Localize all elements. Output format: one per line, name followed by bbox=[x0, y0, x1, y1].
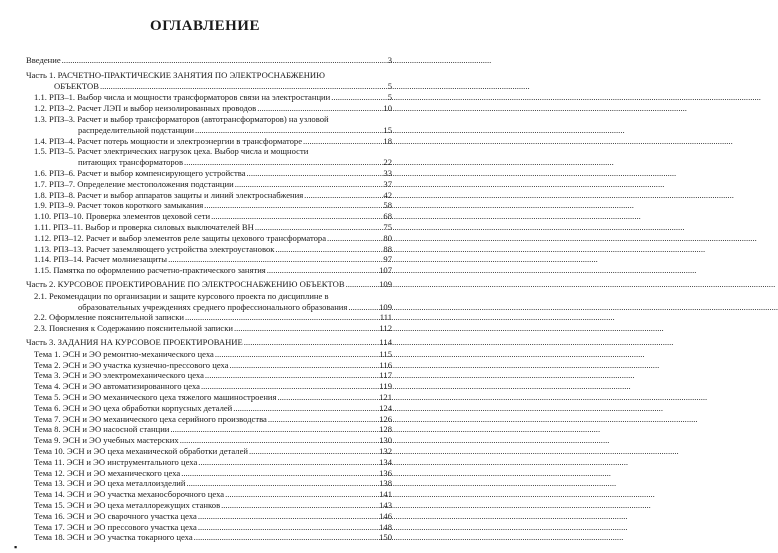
toc-page-number: 10 bbox=[383, 103, 392, 114]
toc-entry-title: 1.14. РПЗ–14. Расчет молниезащиты bbox=[34, 254, 168, 265]
dot-leader bbox=[235, 179, 383, 189]
toc-page-number: 119 bbox=[379, 381, 392, 392]
toc-entry-title: Тема 18. ЭСН и ЭО участка токарного цеха bbox=[34, 532, 193, 543]
dot-leader bbox=[215, 349, 379, 359]
toc-page-number: 5 bbox=[387, 92, 392, 103]
toc-entry-title: 2.2. Оформление пояснительной записки bbox=[34, 312, 184, 323]
toc-entry-title: Введение bbox=[26, 55, 61, 65]
toc-page-number: 141 bbox=[379, 489, 392, 500]
dot-leader bbox=[62, 55, 387, 65]
dot-leader bbox=[225, 489, 378, 499]
toc-page-number: 3 bbox=[387, 55, 392, 65]
dot-leader bbox=[267, 265, 378, 275]
toc-entry-title: 1.4. РПЗ–4. Расчет потерь мощности и электроэнергии в трансформаторе bbox=[34, 135, 303, 146]
toc-page-number: 150 bbox=[379, 532, 392, 543]
toc-page-number: 138 bbox=[379, 478, 392, 489]
toc-entry-title: 1.8. РПЗ–8. Расчет и выбор аппаратов защиты и линий электроснабжения bbox=[34, 189, 304, 200]
toc-entry-title: Тема 15. ЭСН и ЭО цеха металлорежущих станков bbox=[34, 500, 221, 510]
dot-leader bbox=[277, 392, 378, 402]
dot-leader bbox=[170, 424, 378, 434]
dot-leader bbox=[257, 103, 382, 113]
toc-entry-title: 2.3. Пояснения к Содержанию пояснительной записки bbox=[34, 323, 233, 334]
dot-leader bbox=[249, 446, 378, 456]
toc-entry-title: Тема 6. ЭСН и ЭО цеха обработки корпусных деталей bbox=[34, 402, 233, 413]
dot-leader bbox=[186, 478, 378, 488]
toc-entry-title: 1.12. РПЗ–12. Расчет и выбор элементов реле защиты цехового трансформатора bbox=[34, 232, 327, 243]
dot-leader bbox=[275, 244, 382, 254]
toc-entry-title: Тема 8. ЭСН и ЭО насосной станции bbox=[34, 424, 170, 435]
toc-entry-title: 1.3. РПЗ–3. Расчет и выбор трансформаторов (автотрансформаторов) на узловой bbox=[34, 114, 329, 124]
dot-leader bbox=[221, 500, 378, 510]
toc-entry-title: 2.1. Рекомендации по организации и защите курсового проекта по дисциплине в bbox=[34, 290, 329, 301]
dot-leader bbox=[303, 136, 382, 146]
toc-page-number: 107 bbox=[379, 265, 392, 276]
toc-entry-title: Тема 12. ЭСН и ЭО механического цеха bbox=[34, 467, 181, 478]
dot-leader bbox=[100, 81, 387, 91]
toc-page-number: 148 bbox=[379, 521, 392, 532]
toc-page-number: 117 bbox=[379, 370, 392, 381]
dot-leader bbox=[268, 414, 378, 424]
toc-page-number: 88 bbox=[383, 243, 392, 254]
toc-entry-title: Тема 9. ЭСН и ЭО учебных мастерских bbox=[34, 435, 179, 446]
dot-leader bbox=[198, 511, 378, 521]
toc-page-number: 134 bbox=[379, 456, 392, 467]
toc-entry-title: Тема 10. ЭСН и ЭО цеха механической обработки деталей bbox=[34, 446, 248, 456]
dot-leader bbox=[233, 403, 378, 413]
toc-entry-title: 1.5. РПЗ–5. Расчет электрических нагрузок цеха. Выбор числа и мощности bbox=[34, 146, 309, 157]
toc-entry-title: Тема 11. ЭСН и ЭО инструментального цеха bbox=[34, 456, 198, 467]
toc-entry-title: Тема 2. ЭСН и ЭО участка кузнечно-прессового цеха bbox=[34, 359, 229, 370]
toc-page-number: 111 bbox=[379, 312, 392, 323]
toc-entry-title: 1.13. РПЗ–13. Расчет заземляющего устройства электроустановок bbox=[34, 243, 275, 254]
toc-page-number: 116 bbox=[379, 359, 392, 370]
toc-page-number: 121 bbox=[379, 392, 392, 402]
dot-leader bbox=[181, 468, 378, 478]
toc-entry-title: 1.11. РПЗ–11. Выбор и проверка силовых выключателей ВН bbox=[34, 222, 254, 232]
toc-entry-title: Тема 1. ЭСН и ЭО ремонтно-механического цеха bbox=[34, 348, 214, 359]
toc-entry-title: 1.9. РПЗ–9. Расчет токов короткого замыкания bbox=[34, 200, 204, 211]
toc-entry-title: Часть 1. РАСЧЕТНО-ПРАКТИЧЕСКИЕ ЗАНЯТИЯ ПО ЭЛЕКТРОСНАБЖЕНИЮ bbox=[26, 69, 325, 80]
toc-page-number: 126 bbox=[379, 413, 392, 424]
toc-entry-title-continued: ОБЪЕКТОВ bbox=[54, 80, 99, 91]
dot-leader bbox=[195, 125, 382, 135]
dot-leader bbox=[230, 360, 379, 370]
toc-page-number: 80 bbox=[383, 232, 392, 243]
toc-entry-title: Часть 3. ЗАДАНИЯ НА КУРСОВОЕ ПРОЕКТИРОВАНИЕ bbox=[26, 337, 243, 347]
toc-entry-title: 1.1. РПЗ–1. Выбор числа и мощности трансформаторов связи на электростанции bbox=[34, 92, 331, 103]
toc-page-number: 33 bbox=[383, 168, 392, 178]
dot-leader bbox=[198, 522, 378, 532]
dot-leader bbox=[180, 435, 378, 445]
dot-leader bbox=[304, 190, 382, 200]
dot-leader bbox=[205, 370, 379, 380]
toc-page-number: 132 bbox=[379, 446, 392, 456]
toc-page-number: 97 bbox=[383, 254, 392, 265]
toc-page-number: 5 bbox=[387, 80, 392, 91]
page-corner-mark: ▪ bbox=[14, 542, 18, 552]
toc-entry-title: Тема 4. ЭСН и ЭО автоматизированного цеха bbox=[34, 381, 200, 392]
toc-page-number: 136 bbox=[379, 467, 392, 478]
toc-entry-title: Тема 16. ЭСН и ЭО сварочного участка цеха bbox=[34, 510, 197, 521]
dot-leader bbox=[244, 337, 379, 347]
toc-entry-title: 1.15. Памятка по оформлению расчетно-практического занятия bbox=[34, 265, 266, 276]
dot-leader bbox=[255, 222, 383, 232]
dot-leader bbox=[211, 211, 382, 221]
toc-page-number: 128 bbox=[379, 424, 392, 435]
toc-entry-title: 1.2. РПЗ–2. Расчет ЛЭП и выбор неизолированных проводов bbox=[34, 103, 257, 114]
toc-entry-title-continued: питающих трансформаторов bbox=[78, 157, 184, 168]
toc-page-number: 114 bbox=[379, 337, 392, 347]
dot-leader bbox=[247, 168, 383, 178]
toc-page-number: 130 bbox=[379, 435, 392, 446]
toc-entry-title: 1.7. РПЗ–7. Определение местоположения подстанции bbox=[34, 178, 234, 189]
toc-page-number: 143 bbox=[379, 500, 392, 510]
dot-leader bbox=[348, 302, 378, 312]
toc-entry-title-continued: образовательных учреждениях среднего профессионального образования bbox=[78, 301, 348, 312]
toc-page-number: 22 bbox=[383, 157, 392, 168]
dot-leader bbox=[331, 92, 386, 102]
dot-leader bbox=[204, 200, 382, 210]
toc-page-number: 109 bbox=[379, 279, 392, 289]
toc-entry-title: Часть 2. КУРСОВОЕ ПРОЕКТИРОВАНИЕ ПО ЭЛЕКТРОСНАБЖЕНИЮ ОБЪЕКТОВ bbox=[26, 279, 345, 289]
toc-page-number: 112 bbox=[379, 323, 392, 334]
toc-page-number: 37 bbox=[383, 178, 392, 189]
dot-leader bbox=[327, 233, 382, 243]
toc-entry-title: Тема 7. ЭСН и ЭО механического цеха серийного производства bbox=[34, 413, 267, 424]
dot-leader bbox=[194, 532, 378, 542]
page-title: ОГЛАВЛЕНИЕ bbox=[150, 18, 260, 34]
dot-leader bbox=[168, 254, 382, 264]
toc-page-number: 42 bbox=[383, 189, 392, 200]
toc-page-number: 18 bbox=[383, 135, 392, 146]
toc-entry-title: Тема 14. ЭСН и ЭО участка механосборочного цеха bbox=[34, 489, 225, 500]
toc-page-number: 109 bbox=[379, 301, 392, 312]
toc-page-number: 15 bbox=[383, 124, 392, 135]
dot-leader bbox=[346, 279, 379, 289]
dot-leader bbox=[185, 312, 379, 322]
toc-page-number: 146 bbox=[379, 510, 392, 521]
toc-entry-title: Тема 17. ЭСН и ЭО прессового участка цеха bbox=[34, 521, 197, 532]
toc-page-number: 115 bbox=[379, 348, 392, 359]
toc-entry-title: Тема 5. ЭСН и ЭО механического цеха тяжелого машиностроения bbox=[34, 392, 277, 402]
toc-entry-title: 1.6. РПЗ–6. Расчет и выбор компенсирующего устройства bbox=[34, 168, 246, 178]
toc-entry-title: Тема 3. ЭСН и ЭО электромеханического цеха bbox=[34, 370, 204, 381]
toc-entry-title-continued: распределительной подстанции bbox=[78, 124, 194, 135]
toc-page-number: 68 bbox=[383, 211, 392, 222]
dot-leader bbox=[198, 457, 378, 467]
toc-page-number: 58 bbox=[383, 200, 392, 211]
toc-page-number: 75 bbox=[383, 222, 392, 232]
toc-entry-title: Тема 13. ЭСН и ЭО цеха металлоизделий bbox=[34, 478, 186, 489]
toc-page-number: 124 bbox=[379, 402, 392, 413]
dot-leader bbox=[184, 157, 382, 167]
toc-entry-title: 1.10. РПЗ–10. Проверка элементов цеховой сети bbox=[34, 211, 211, 222]
dot-leader bbox=[201, 381, 378, 391]
dot-leader bbox=[234, 323, 378, 333]
